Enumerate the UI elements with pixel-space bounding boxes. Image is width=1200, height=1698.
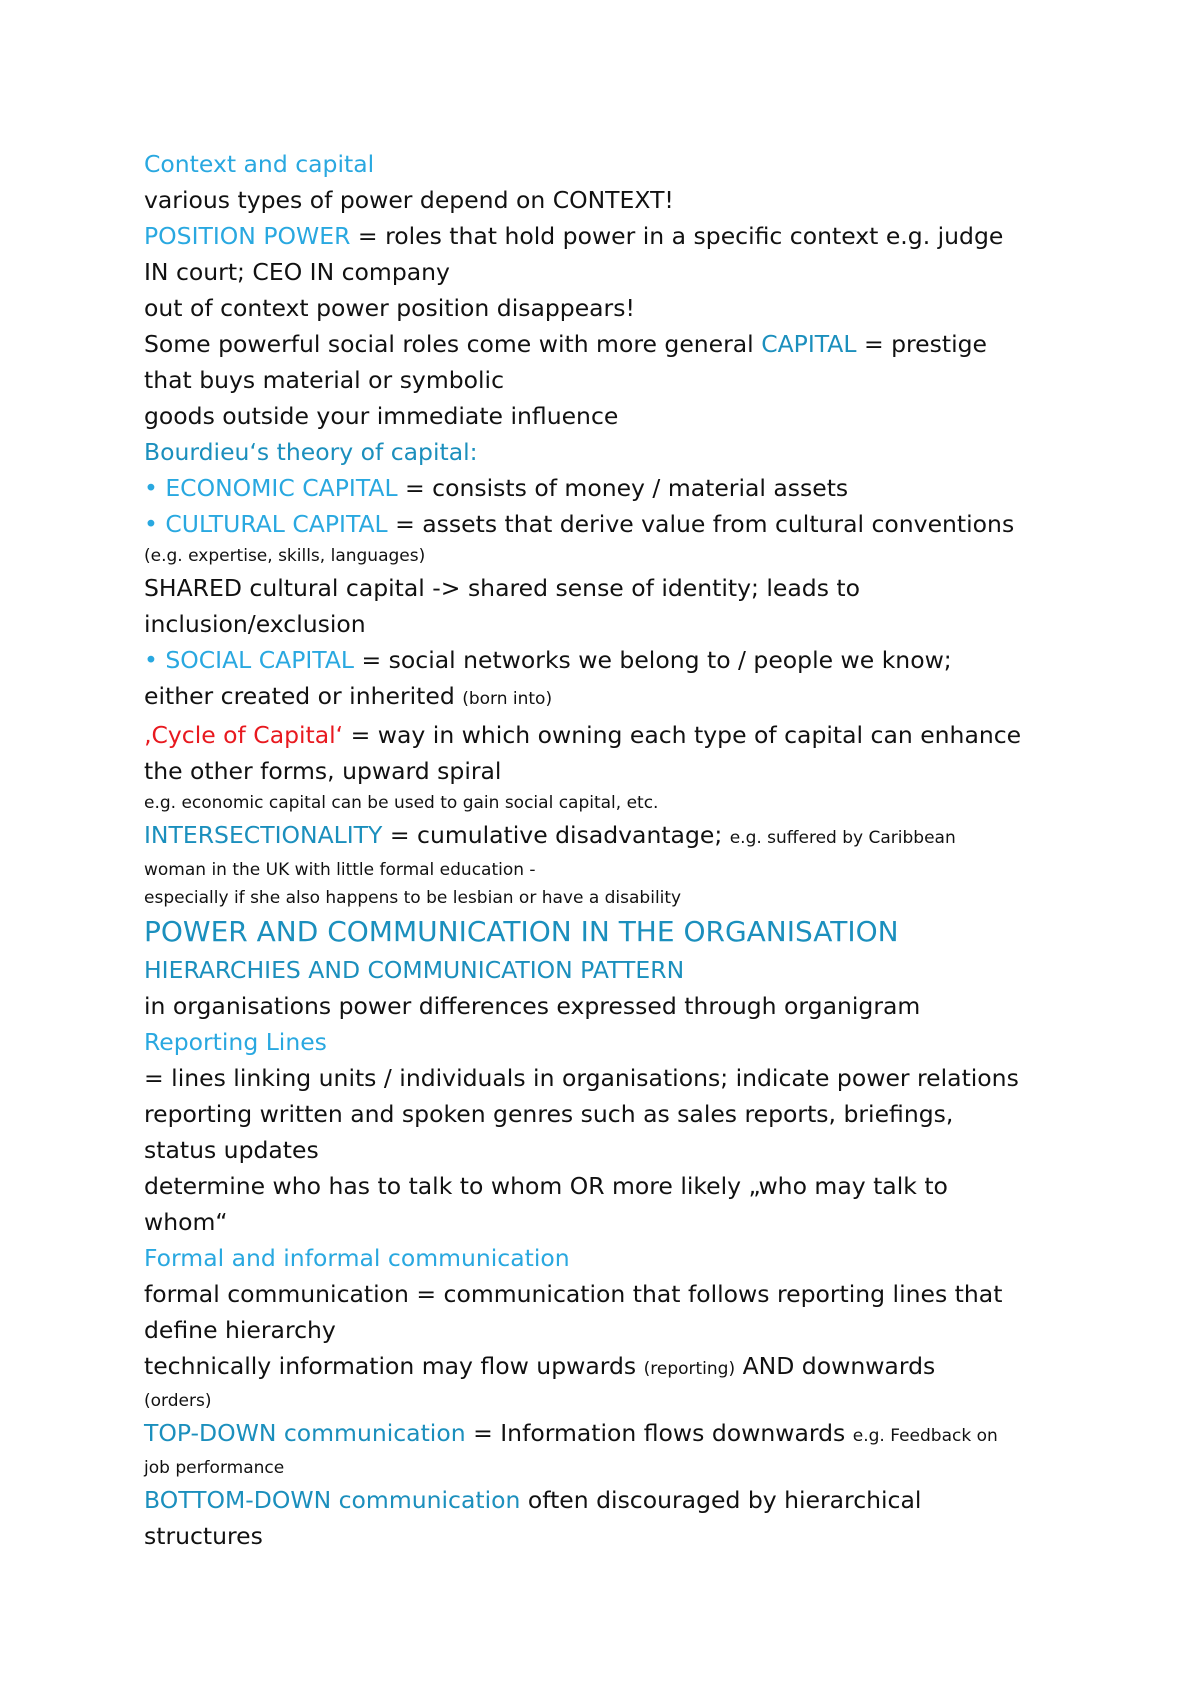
text-line: in organisations power differences expressed through organigram: [144, 992, 921, 1020]
term-intersectionality: INTERSECTIONALITY: [144, 821, 383, 849]
term-social-capital: • SOCIAL CAPITAL: [144, 646, 355, 674]
text-line: determine who has to talk to whom OR more likely „who may talk to: [144, 1172, 948, 1200]
bullet-economic-capital: • ECONOMIC CAPITAL = consists of money / material assets: [144, 474, 849, 502]
text-line: either created or inherited (born into): [144, 682, 553, 710]
section-heading-hierarchies: HIERARCHIES AND COMMUNICATION PATTERN: [144, 956, 685, 984]
term-cycle-of-capital: ‚Cycle of Capital‘: [144, 721, 344, 749]
small-note: (reporting): [643, 1359, 736, 1379]
text-line: POSITION POWER = roles that hold power in a specific context e.g. judge: [144, 222, 1004, 250]
small-note: (orders): [144, 1391, 212, 1411]
text-line: formal communication = communication that follows reporting lines that: [144, 1280, 1003, 1308]
section-heading-bourdieu: Bourdieu‘s theory of capital:: [144, 438, 478, 466]
small-note: e.g. economic capital can be used to gain social capital, etc.: [144, 793, 659, 813]
text-line: structures: [144, 1522, 263, 1550]
term-top-down: TOP-DOWN communication: [144, 1419, 466, 1447]
term-position-power: POSITION POWER: [144, 222, 351, 250]
text-line: TOP-DOWN communication = Information flows downwards e.g. Feedback on: [144, 1419, 998, 1447]
small-note: especially if she also happens to be lesbian or have a disability: [144, 888, 682, 908]
small-note: (born into): [462, 689, 553, 709]
small-note: e.g. Feedback on: [852, 1426, 998, 1446]
section-heading-context: Context and capital: [144, 150, 375, 178]
text-line: = lines linking units / individuals in organisations; indicate power relations: [144, 1064, 1019, 1092]
text-line: status updates: [144, 1136, 319, 1164]
small-note: woman in the UK with little formal education -: [144, 860, 536, 880]
text-line: that buys material or symbolic: [144, 366, 505, 394]
text-line: whom“: [144, 1208, 228, 1236]
text-line: IN court; CEO IN company: [144, 258, 450, 286]
text-line: goods outside your immediate influence: [144, 402, 619, 430]
notes-body: [144, 146, 1084, 1554]
text-line: out of context power position disappears!: [144, 294, 635, 322]
section-heading-reporting-lines: Reporting Lines: [144, 1028, 327, 1056]
text-line: various types of power depend on CONTEXT!: [144, 186, 674, 214]
text-line: technically information may flow upwards (reporting) AND downwards: [144, 1352, 936, 1380]
text-line: INTERSECTIONALITY = cumulative disadvantage; e.g. suffered by Caribbean: [144, 821, 956, 849]
section-heading-power-communication: POWER AND COMMUNICATION IN THE ORGANISATION: [144, 915, 899, 948]
small-note: job performance: [144, 1458, 285, 1478]
text-line: reporting written and spoken genres such as sales reports, briefings,: [144, 1100, 954, 1128]
section-heading-formal-informal: Formal and informal communication: [144, 1244, 570, 1272]
term-economic-capital: • ECONOMIC CAPITAL: [144, 474, 398, 502]
term-bottom-down: BOTTOM-DOWN communication: [144, 1486, 521, 1514]
small-note: e.g. suffered by Caribbean: [729, 828, 956, 848]
term-cultural-capital: • CULTURAL CAPITAL: [144, 510, 388, 538]
small-note: (e.g. expertise, skills, languages): [144, 546, 426, 566]
text-line: Some powerful social roles come with more general CAPITAL = prestige: [144, 330, 987, 358]
text-line: SHARED cultural capital -> shared sense of identity; leads to: [144, 574, 861, 602]
bullet-cultural-capital: • CULTURAL CAPITAL = assets that derive value from cultural conventions: [144, 510, 1015, 538]
bullet-social-capital: • SOCIAL CAPITAL = social networks we belong to / people we know;: [144, 646, 952, 674]
text-line: ‚Cycle of Capital‘ = way in which owning each type of capital can enhance: [144, 721, 1022, 749]
term-capital: CAPITAL: [761, 330, 857, 358]
text-line: BOTTOM-DOWN communication often discouraged by hierarchical: [144, 1486, 922, 1514]
text-line: the other forms, upward spiral: [144, 757, 502, 785]
text-line: inclusion/exclusion: [144, 610, 366, 638]
text-line: define hierarchy: [144, 1316, 336, 1344]
